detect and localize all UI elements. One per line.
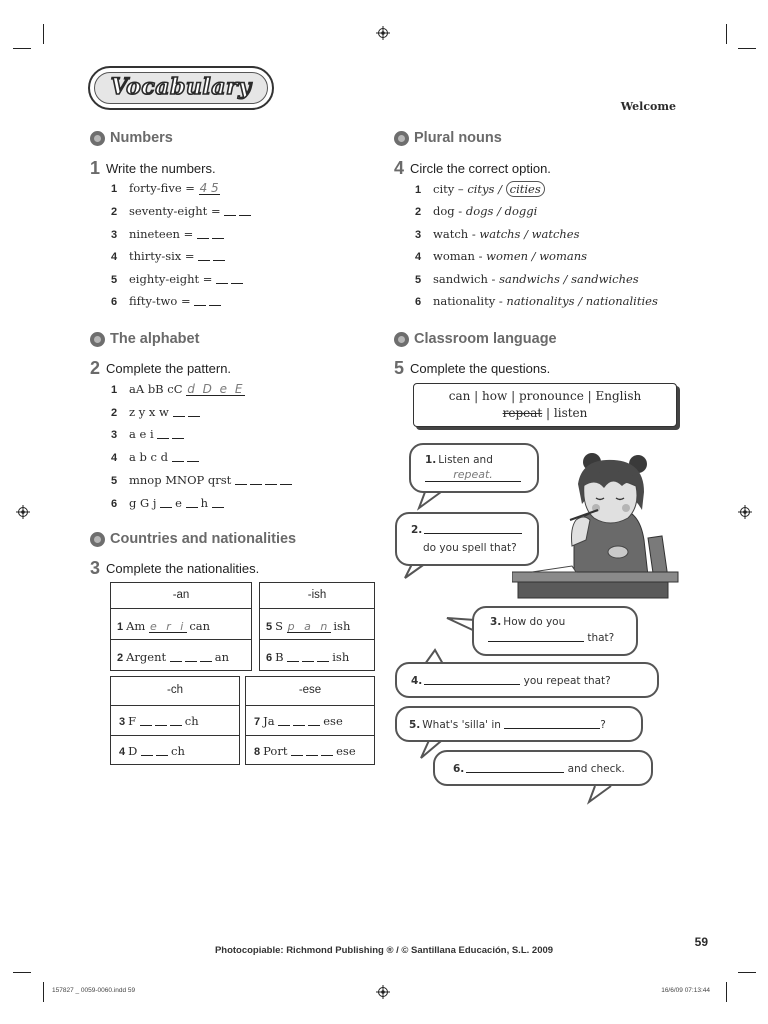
table-header: -ese: [298, 684, 322, 696]
table-row: 4 D ch: [119, 744, 185, 758]
list-item: 5 sandwich - sandwichs / sandwiches: [415, 272, 639, 286]
numbers-heading: Numbers: [90, 130, 173, 146]
table-row: 7 Ja ese: [254, 714, 343, 728]
list-item: 2 z y x w: [111, 405, 203, 419]
list-item: 3 a e i: [111, 427, 187, 441]
table-header: -ish: [307, 589, 327, 601]
list-item: 3 nineteen =: [111, 227, 227, 241]
list-item: 5 eighty-eight =: [111, 272, 246, 286]
registration-mark-icon: [376, 985, 390, 999]
list-item: 4 thirty-six =: [111, 249, 228, 263]
exercise-3-instruction: 3 Complete the nationalities.: [90, 558, 260, 578]
crop-mark: [43, 24, 44, 44]
list-item: 2 seventy-eight =: [111, 204, 254, 218]
table-header: -ch: [167, 684, 183, 696]
list-item: 1 forty-five = 4 5: [111, 181, 219, 195]
word-box: [413, 383, 677, 427]
handwritten-answer: 4 5: [199, 181, 219, 195]
crop-mark: [43, 982, 44, 1002]
table-row: 1 Am e r i can: [117, 619, 211, 633]
list-item: 6 g G j e h: [111, 496, 227, 510]
speech-bubble-6: 6. and check.: [433, 750, 653, 786]
crop-mark: [726, 982, 727, 1002]
crop-mark: [738, 972, 756, 973]
list-item: 4 a b c d: [111, 450, 202, 464]
plural-heading: Plural nouns: [394, 130, 502, 146]
list-item: 4 woman - women / womans: [415, 249, 588, 263]
speech-bubble-5: 5. What's 'silla' in ?: [395, 706, 643, 742]
alphabet-heading: The alphabet: [90, 331, 199, 347]
crop-mark: [13, 972, 31, 973]
girl-illustration: [512, 448, 680, 600]
registration-mark-icon: [16, 505, 30, 519]
list-item: 2 dog - dogs / doggi: [415, 204, 538, 218]
list-item: 1 aA bB cC d D e E: [111, 382, 245, 396]
registration-mark-icon: [376, 26, 390, 40]
crop-mark: [738, 48, 756, 49]
list-item: 5 mnop MNOP qrst: [111, 473, 295, 487]
table-row: 8 Port ese: [254, 744, 356, 758]
exercise-1-instruction: 1 Write the numbers.: [90, 158, 216, 178]
footer-credit: Photocopiable: Richmond Publishing ® / © Santillana Educación, S.L. 2009: [214, 945, 554, 956]
list-item: 6 fifty-two =: [111, 294, 224, 308]
table-row: 3 F ch: [119, 714, 199, 728]
crop-mark: [13, 48, 31, 49]
table-header: -an: [172, 589, 190, 601]
bullet-icon: [394, 332, 409, 347]
list-item: 1 city – citys / cities: [415, 181, 545, 197]
list-item: 6 nationality - nationalitys / nationalities: [415, 294, 658, 308]
page-title: Vocabulary: [110, 74, 252, 100]
table-row: 2 Argent an: [117, 650, 230, 664]
file-slug: 157827 _ 0059-0060.indd 59: [52, 987, 136, 994]
handwritten-answer: repeat.: [425, 468, 521, 482]
handwritten-answer: d D e E: [187, 382, 245, 396]
nationality-table-ch: [110, 676, 240, 765]
table-row: 5 S p a n ish: [266, 619, 351, 633]
speech-bubble-3: 3. How do you that?: [472, 606, 638, 656]
exercise-2-instruction: 2 Complete the pattern.: [90, 358, 232, 378]
bullet-icon: [90, 532, 105, 547]
page-number: 59: [694, 935, 708, 949]
nationality-table-ese: [245, 676, 375, 765]
bullet-icon: [90, 131, 105, 146]
section-label: Welcome: [620, 100, 676, 113]
speech-bubble-1: 1. Listen and repeat.: [409, 443, 539, 493]
speech-bubble-4: 4. you repeat that?: [395, 662, 659, 698]
bullet-icon: [394, 131, 409, 146]
circled-answer: cities: [506, 181, 545, 197]
list-item: 3 watch - watchs / watches: [415, 227, 580, 241]
file-timestamp: 16/6/09 07:13:44: [661, 987, 710, 994]
exercise-4-instruction: 4 Circle the correct option.: [394, 158, 551, 178]
table-row: 6 B ish: [266, 650, 350, 664]
word-box-line: can | how | pronounce | English: [448, 389, 642, 403]
word-box-line: repeat | listen: [502, 406, 588, 420]
classroom-heading: Classroom language: [394, 331, 557, 347]
nationality-table-ish: [259, 582, 375, 671]
nationality-table-an: [110, 582, 252, 671]
exercise-5-instruction: 5 Complete the questions.: [394, 358, 551, 378]
speech-bubble-2: 2. do you spell that?: [395, 512, 539, 566]
bullet-icon: [90, 332, 105, 347]
countries-heading: Countries and nationalities: [90, 531, 296, 547]
crop-mark: [726, 24, 727, 44]
vocabulary-badge: [88, 66, 274, 110]
registration-mark-icon: [738, 505, 752, 519]
